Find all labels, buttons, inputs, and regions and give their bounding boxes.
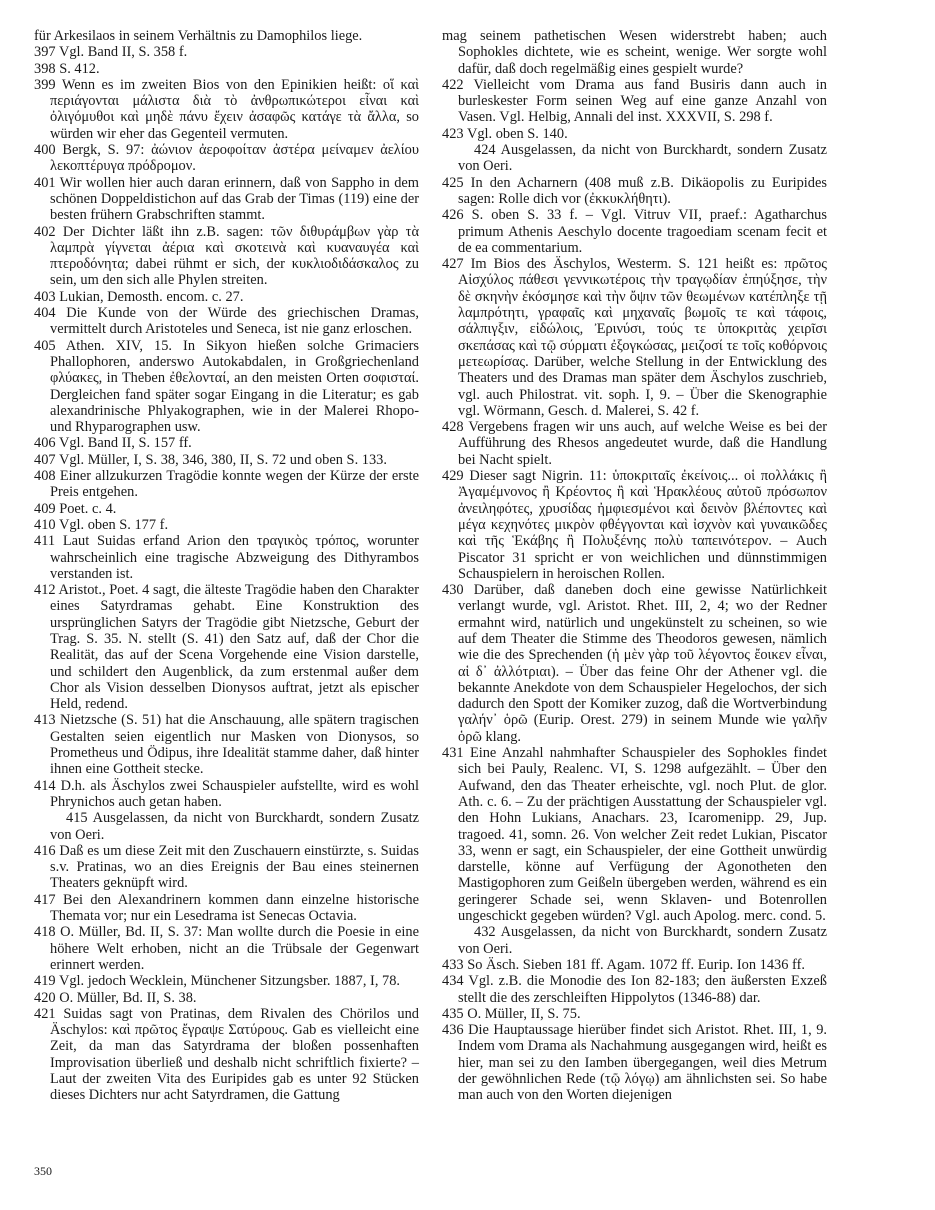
- footnote-text: Bergk, S. 97: ἀώνιον ἀεροφοίταν ἀστέρα μείναμεν ἀελίου λεκοπτέρυγα πρόδρομον.: [50, 142, 419, 175]
- footnote: [34, 778, 419, 843]
- footnote-number: 407: [34, 451, 56, 468]
- footnote-text: Vgl. z.B. die Monodie des Ion 82-183; den äußersten Exzeß stellt die des zerschleiften Hippolytos (1346-88) dar.: [458, 973, 828, 1006]
- footnote: [34, 973, 419, 989]
- footnote-text: O. Müller, Bd. II, S. 38.: [59, 989, 197, 1006]
- footnote: [34, 224, 419, 289]
- footnote-text: Daß es um diese Zeit mit den Zuschauern einstürzte, s. Suidas s.v. Pratinas, wo an dies Ereignis der Bau eines steinernen Theaters geknüpft wird.: [50, 842, 419, 892]
- footnote: [34, 175, 419, 224]
- footnote: [34, 289, 419, 305]
- footnote: [34, 712, 419, 777]
- footnote-number: 398: [34, 60, 56, 77]
- footnote-number: 405: [34, 337, 56, 354]
- footnote-number: 436: [442, 1022, 464, 1039]
- footnote-number: 417: [34, 891, 56, 908]
- footnote: [442, 973, 827, 1006]
- footnote-number: 429: [442, 468, 464, 485]
- footnote-number: 412: [34, 582, 56, 599]
- footnote: [442, 126, 827, 175]
- footnote-text: Darüber, daß daneben doch eine gewisse Natürlichkeit verlangt wurde, vgl. Aristot. Rhet. III, 2, 4; wo der Redner ermahnt wird, natürlich und ungekünstelt zu scheinen, so wie auf dem Theater die Stimme des Theodoros gewesen, nämlich wie die des Sprechenden (ἡ μὲν γὰρ τοῦ λέγοντος ἔοικεν εἶναι, αἱ δ᾿ ἀλλότριαι). – Über das feine Ohr der Athener vgl. die bekannte Anekdote von dem Schauspieler Hegelochos, der sich dadurch den Spott der Komiker zuzog, daß die Wortverbindung γαλήν᾿ ὁρῶ (Eurip. Orest. 279) in seinem Munde wie γαλῆν ὁρῶ klang.: [458, 582, 827, 745]
- footnote-text: Athen. XIV, 15. In Sikyon hießen solche Grimaciers Phallophoren, anderswo Autokabdalen, in Großgriechenland φλύακες, in Theben ἐθελονταί, an den meisten Orten σοφισταί. Dergleichen fand später sogar Eingang in die Literatur; es gab alexandrinische Phlyakographen, wie in der Malerei Rhopo- und Rhyparographen usw.: [50, 337, 419, 436]
- footnote-number: 433: [442, 956, 464, 973]
- footnote: [34, 582, 419, 712]
- footnote: [442, 957, 827, 973]
- footnote: [442, 745, 827, 957]
- footnote-number: 431: [442, 745, 464, 762]
- footnote-text: Dieser sagt Nigrin. 11: ὑποκριταῖς ἐκείνοις... οἱ πολλάκις ἢ Ἀγαμέμνονος ἢ Κρέοντος ἢ καὶ Ἡρακλέους αὐτοῦ πρόσωπον ἀνειληφότες, χρυσίδας ἠμφιεσμένοι καὶ δεινὸν βλέποντες καὶ μέγα κεχηνότες μικρὸν φθέγγονται καὶ ἰσχνὸν καὶ γυναικῶδες καὶ τῆς Ἑκάβης ἢ Πολυξένης πολὺ ταπεινότερον. – Auch Piscator 31 spricht er von weichlichen und dünnstimmigen Schauspielern in heroischen Rollen.: [458, 468, 827, 582]
- footnote-text: Vgl. Band II, S. 358 f.: [58, 44, 188, 61]
- footnote-number: 413: [34, 712, 56, 729]
- footnote: [442, 77, 827, 126]
- footnote: [34, 468, 419, 501]
- footnote-text: Suidas sagt von Pratinas, dem Rivalen des Chörilos und Äschylos: καὶ πρῶτος ἔγραψε Σατύρους. Gab es vielleicht eine Zeit, da man das Satyrdrama der bloßen possenhaften Improvisation überließ und deshalb nicht schriftlich fixierte? – Laut der zweiten Vita des Euripides gab es unter 92 Stücken dieses Dichters nur acht Satyrdramen, die Gattung: [50, 1005, 419, 1104]
- footnote-number: 411: [34, 533, 56, 550]
- footnote-text: O. Müller, II, S. 75.: [467, 1005, 581, 1022]
- left-column: [34, 28, 419, 1104]
- footnote: [34, 990, 419, 1006]
- footnote-number: 434: [442, 973, 464, 990]
- footnote-editorial-note: 432 Ausgelassen, da nicht von Burckhardt, sondern Zusatz von Oeri.: [458, 924, 827, 957]
- footnote-text: Poet. c. 4.: [59, 500, 117, 517]
- footnote-text: Vgl. oben S. 140.: [466, 125, 568, 142]
- footnote-text: S. oben S. 33 f. – Vgl. Vitruv VII, praef.: Agatharchus primum Athenis Aeschylo docente tragoediam scenam fecit et de ea commentarium.: [458, 207, 827, 256]
- footnote: [34, 501, 419, 517]
- footnote-number: 408: [34, 468, 56, 485]
- footnote: [34, 533, 419, 582]
- footnote-text: Im Bios des Äschylos, Westerm. S. 121 heißt es: πρῶτος Αἰσχύλος πάθεσι γεννικωτέροις τὴν τραγῳδίαν ἐπηύξησε, τὴν δὲ σκηνὴν ἐκόσμησε καὶ τὴν ὄψιν τῶν θεωμένων κατέπληξε τῇ λαμπρότητι, γραφαῖς καὶ μηχαναῖς βωμοῖς τε καὶ τάφοις, σάλπιγξιν, εἰδώλοις, Ἐρινύσι, τούς τε ὑποκριτὰς χειρῖσι σκεπάσας καὶ τῷ σύρματι ἐξογκώσας, μειζοσί τε τοῖς κοθόρνοις μετεωρίσας. Darüber, welche Stellung in der Entwicklung des Theaters und des Dramas man später dem Äschylos zuschrieb, vgl. auch Philostrat. vit. soph. I, 9. – Über die Skenographie vgl. Wörmann, Gesch. d. Malerei, S. 42 f.: [458, 256, 827, 419]
- footnote: [34, 77, 419, 142]
- footnote-text: Vgl. oben S. 177 f.: [58, 516, 169, 533]
- footnote-text: Vergebens fragen wir uns auch, auf welche Weise es bei der Aufführung des Rhesos angedeutet wurde, daß die Handlung bei Nacht spielt.: [458, 419, 827, 468]
- footnote-text: Vgl. jedoch Wecklein, Münchener Sitzungsber. 1887, I, 78.: [58, 973, 401, 990]
- footnote: [34, 843, 419, 892]
- footnote-editorial-note: 415 Ausgelassen, da nicht von Burckhardt, sondern Zusatz von Oeri.: [50, 810, 419, 843]
- footnote-text: Der Dichter läßt ihn z.B. sagen: τῶν διθυράμβων γὰρ τὰ λαμπρὰ γίγνεται ἀέρια καὶ σκοτεινὰ καὶ κυαναυγέα καὶ πτεροδόνητα; dabei rühmt er sich, der κυκλιοδιδάσκαλος zu sein, um den sich alle Phylen streiten.: [50, 223, 419, 289]
- footnote-text: für Arkesilaos in seinem Verhältnis zu Damophilos liege.: [34, 28, 363, 44]
- footnote-number: 427: [442, 256, 464, 273]
- footnote-text: So Äsch. Sieben 181 ff. Agam. 1072 ff. Eurip. Ion 1436 ff.: [467, 956, 805, 973]
- footnote-text: mag seinem pathetischen Wesen widerstrebt haben; auch Sophokles dichtete, wie es scheint, wenige. Wer sorgte wohl dafür, daß doch regelmäßig eines gespielt wurde?: [442, 28, 827, 77]
- footnote-text: Vgl. Müller, I, S. 38, 346, 380, II, S. 72 und oben S. 133.: [58, 451, 387, 468]
- footnote-text: Aristot., Poet. 4 sagt, die älteste Tragödie haben den Charakter eines Satyrdramas gehabt. Eine Konstruktion des ursprünglichen Satyrs der Tragödie gibt Nietzsche, Geburt der Trag. S. 35. N. stellt (S. 41) den Satz auf, daß der Chor die Realität, das auf der Scena Vorgehende eine Vision darstelle, und schildert den Augenblick, da zum erstenmal außer dem Chor als Vision desselben Dionysos auftrat, jetzt als epischer Held, redend.: [50, 582, 419, 713]
- footnote-number: 426: [442, 207, 464, 224]
- footnote: [34, 305, 419, 338]
- footnote-number: 428: [442, 419, 464, 436]
- footnote-text: Lukian, Demosth. encom. c. 27.: [59, 288, 244, 305]
- footnote-number: 420: [34, 989, 56, 1006]
- footnote: [442, 256, 827, 419]
- footnote-text: O. Müller, Bd. II, S. 37: Man wollte durch die Poesie in eine höhere Welt erhoben, nicht an die Trübsale der Gegenwart erinnert werden.: [50, 924, 419, 973]
- footnote-text: Nietzsche (S. 51) hat die Anschauung, alle spätern tragischen Gestalten seien eigentlich nur Masken von Dionysos, so Prometheus und Ödipus, ihre Idealität stamme daher, daß hinter ihnen eine Gottheit stecke.: [50, 712, 419, 778]
- footnote: [34, 435, 419, 451]
- footnote-number: 409: [34, 500, 56, 517]
- footnote-number: 422: [442, 76, 464, 93]
- footnote: [442, 419, 827, 468]
- footnote-number: 418: [34, 924, 56, 941]
- footnote-number: 404: [34, 305, 56, 322]
- footnote: [34, 338, 419, 436]
- footnote-number: 421: [34, 1005, 56, 1022]
- footnote: [34, 517, 419, 533]
- footnote: [34, 28, 419, 44]
- footnote-number: 423: [442, 125, 464, 142]
- footnote-text: Die Kunde von der Würde des griechischen Dramas, vermittelt durch Aristoteles und Seneca, ist nie ganz erloschen.: [50, 305, 419, 338]
- footnote-text: In den Acharnern (408 muß z.B. Dikäopolis zu Euripides sagen: Rolle dich vor (ἐκκυκλήθητι).: [458, 174, 827, 207]
- footnote: [34, 142, 419, 175]
- footnote: [442, 175, 827, 208]
- footnote-text: D.h. als Äschylos zwei Schauspieler aufstellte, wird es wohl Phrynichos auch getan haben.: [50, 777, 419, 810]
- footnote-number: 425: [442, 174, 464, 191]
- footnote-number: 419: [34, 973, 56, 990]
- footnote-number: 400: [34, 142, 56, 159]
- footnote-number: 406: [34, 435, 56, 452]
- footnote-number: 410: [34, 516, 56, 533]
- footnote: [442, 582, 827, 745]
- footnote: [442, 1022, 827, 1103]
- footnote-number: 397: [34, 44, 56, 61]
- footnote: [34, 452, 419, 468]
- footnote-number: 403: [34, 288, 56, 305]
- footnote-text: Laut Suidas erfand Arion den τραγικὸς τρόπος, worunter wahrscheinlich eine tragische Abzweigung des Dithyrambos verstanden ist.: [50, 533, 419, 582]
- footnote-editorial-note: 424 Ausgelassen, da nicht von Burckhardt, sondern Zusatz von Oeri.: [458, 142, 827, 175]
- page-number: 350: [34, 1164, 52, 1178]
- footnote-number: 416: [34, 842, 56, 859]
- footnote: [34, 1006, 419, 1104]
- footnote-number: 399: [34, 76, 56, 93]
- footnote-text: Einer allzukurzen Tragödie konnte wegen der Kürze der erste Preis entgehen.: [50, 468, 419, 501]
- footnote: [442, 207, 827, 256]
- footnote: [34, 892, 419, 925]
- footnote: [34, 44, 419, 60]
- footnote-number: 402: [34, 223, 56, 240]
- footnote-text: Vielleicht vom Drama aus fand Busiris dann auch in burleskester Form seinen Weg auf eine ganze Anzahl von Vasen. Vgl. Helbig, Annali del inst. XXXVII, S. 298 f.: [458, 76, 827, 126]
- footnote-text: S. 412.: [59, 60, 100, 77]
- right-column: [442, 28, 827, 1104]
- footnote-number: 430: [442, 582, 464, 599]
- footnote: [442, 28, 827, 77]
- footnote-text: Wenn es im zweiten Bios von den Epinikien heißt: οἵ καὶ περιάγονται μάλιστα διὰ τὸ ἀνθρωπικώτεροι εἶναι καὶ ὀλιγόμυθοι καὶ μηδὲ πάνυ ἔχειν ἀσαφῶς κατάγε τὰ ἄλλα, so würden wir eher das Gegenteil vermuten.: [50, 76, 419, 142]
- footnote-text: Die Hauptaussage hierüber findet sich Aristot. Rhet. III, 1, 9. Indem vom Drama als Nachahmung ausgegangen wird, heißt es hier, man sei zu den Iamben übergegangen, weil dies Metrum der gewöhnlichen Rede (τῷ λόγῳ) am ähnlichsten sei. So habe man auch von den Worten diejenigen: [458, 1022, 827, 1104]
- footnote-text: Wir wollen hier auch daran erinnern, daß von Sappho in dem schönen Doppeldistichon auf das Grab der Timas (119) eine der besten frühern Grabschriften stammt.: [50, 174, 419, 224]
- footnote: [442, 468, 827, 582]
- footnote: [442, 1006, 827, 1022]
- footnote: [34, 61, 419, 77]
- footnote-number: 414: [34, 777, 56, 794]
- footnote-text: Vgl. Band II, S. 157 ff.: [58, 435, 192, 452]
- footnote-number: 401: [34, 174, 56, 191]
- footnote-text: Bei den Alexandrinern kommen dann einzelne historische Themata vor; nur ein Lesedrama ist Senecas Octavia.: [50, 891, 419, 925]
- footnote-number: 435: [442, 1005, 464, 1022]
- footnote-text: Eine Anzahl nahmhafter Schauspieler des Sophokles findet sich bei Pauly, Realenc. VI, S. 1298 aufgezählt. – Über den Aufwand, den das Theater erheischte, vgl. noch Plut. de glor. Ath. c. 6. – Zu der prächtigen Ausstattung der Schauspieler vgl. den Hohn Lukians, Anachars. 23, Icaromenipp. 29, Jup. tragoed. 41, somn. 26. Von welcher Zeit redet Lukian, Piscator 33, wenn er sagt, ein Schauspieler, der eine Gottheit unwürdig darstelle, könne auf Verfügung der Agonotheten den Mastigophoren zum Geißeln übergeben werden, während es ein geringerer Schade sei, wenn Sklaven- und Botenrollen ungeschickt gegeben würden? Vgl. auch Apolog. merc. cond. 5.: [458, 745, 827, 925]
- footnote: [34, 924, 419, 973]
